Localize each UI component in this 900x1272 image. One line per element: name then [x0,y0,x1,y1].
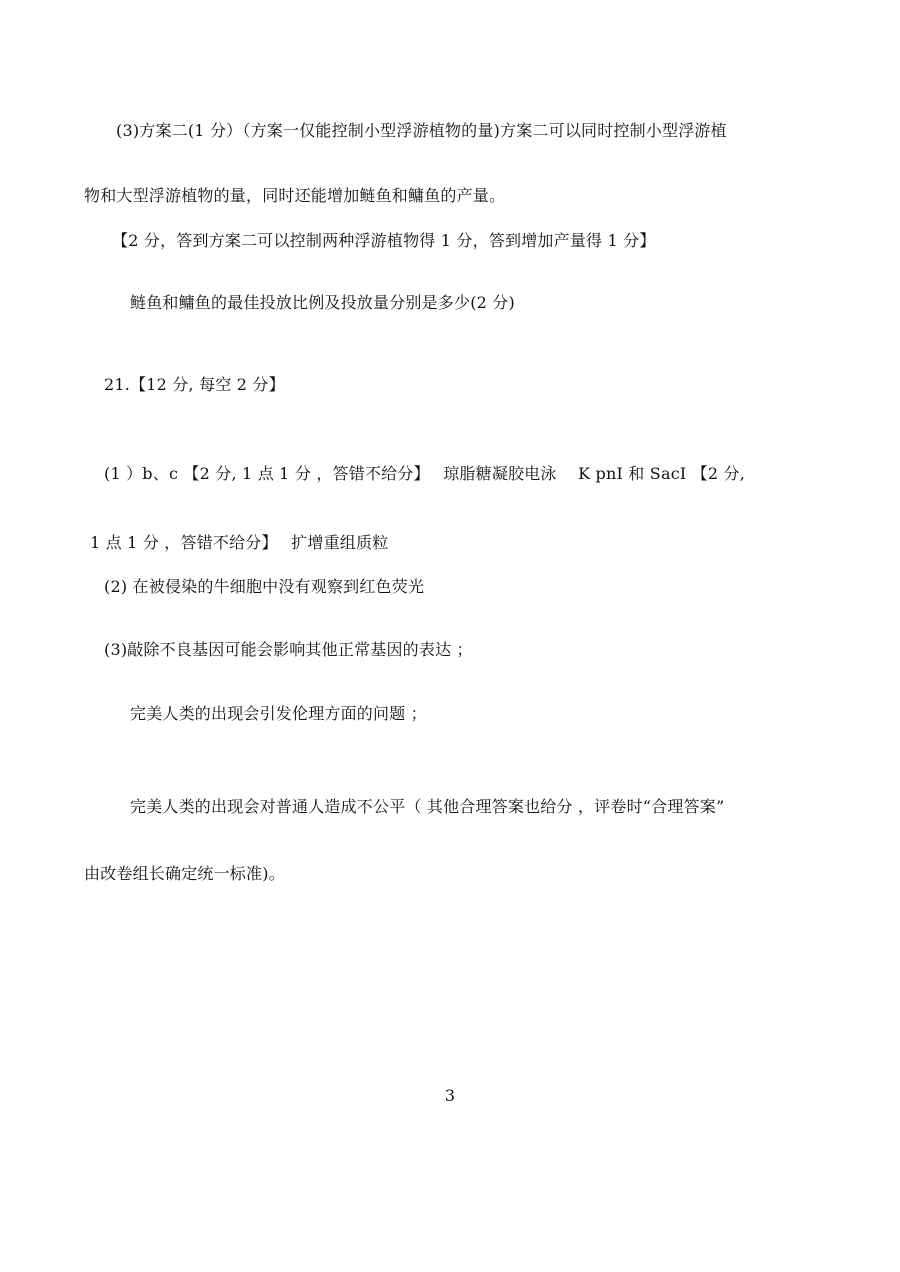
answer-21-3-point-3: 完美人类的出现会对普通人造成不公平（ 其他合理答案也给分 ，评卷时“合理答案” [130,797,725,816]
answer-21-2: (2) 在被侵染的牛细胞中没有观察到红色荧光 [104,577,425,596]
answer-21-3: (3)敲除不良基因可能会影响其他正常基因的表达 ； [104,640,473,659]
question-line: 鲢鱼和鳙鱼的最佳投放比例及投放量分别是多少(2 分) [130,293,515,312]
scoring-note: 【2 分，答到方案二可以控制两种浮游植物得 1 分，答到增加产量得 1 分】 [112,231,656,250]
answer-21-3-point-2: 完美人类的出现会引发伦理方面的问题 ； [130,704,427,723]
answer-line-3-continuation: 物和大型浮游植物的量，同时还能增加鲢鱼和鳙鱼的产量。 [84,186,506,205]
answer-line-3-scheme: (3)方案二(1 分）（方案一仅能控制小型浮游植物的量)方案二可以同时控制小型浮游植 [116,121,727,140]
answer-21-1: (1 ）b、c 【2 分, 1 点 1 分 ，答错不给分】 琼脂糖凝胶电泳 K pnI 和 SacI 【2 分, [104,464,746,483]
question-21-header: 21.【12 分, 每空 2 分】 [104,375,285,394]
answer-21-1-continuation: 1 点 1 分 ，答错不给分】 扩增重组质粒 [90,533,389,552]
answer-21-3-continuation: 由改卷组长确定统一标准)。 [84,864,285,883]
page-number: 3 [444,1086,456,1105]
